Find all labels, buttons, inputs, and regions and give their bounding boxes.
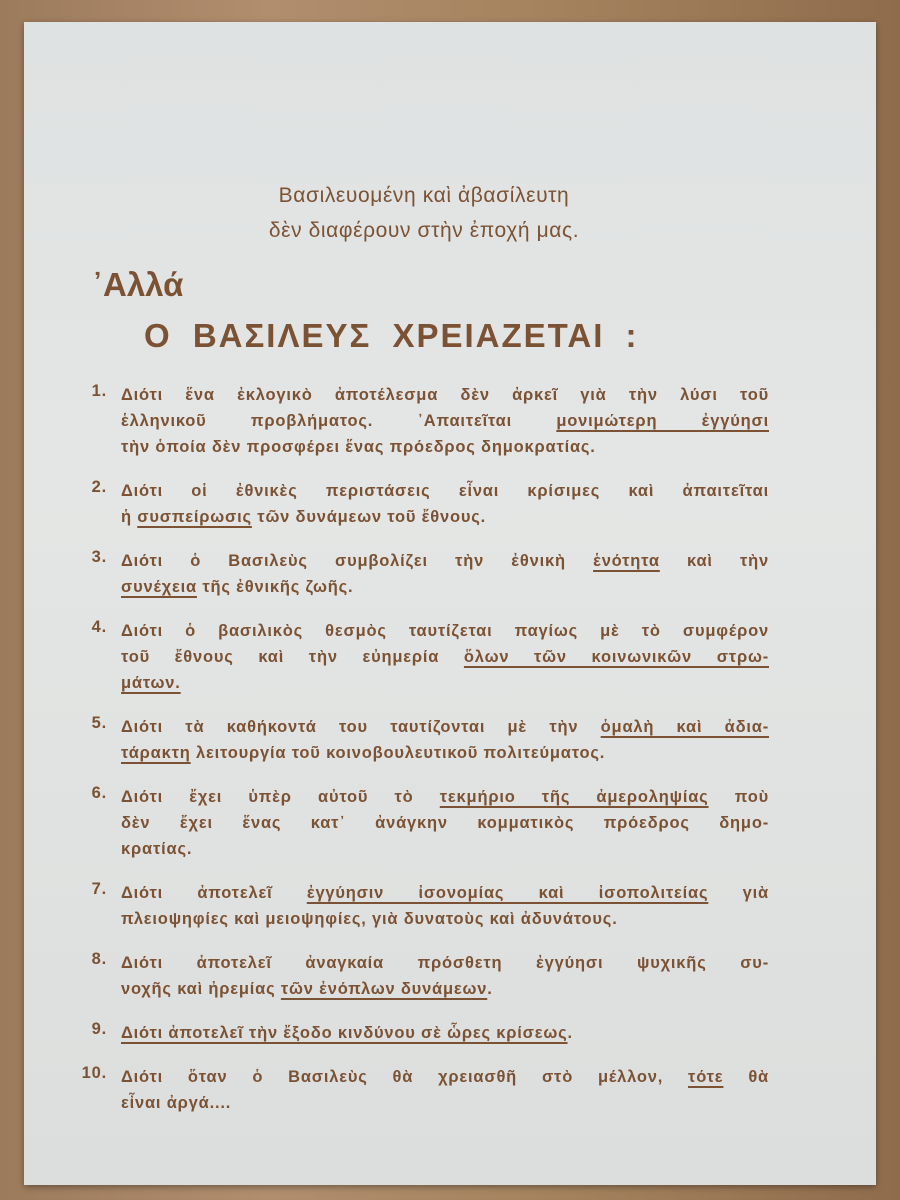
alla-heading: ᾿Αλλά: [92, 266, 184, 303]
underlined-text: τάρακτη: [121, 744, 191, 762]
item-line: [121, 548, 769, 574]
item-line: [121, 504, 769, 530]
item-line: τὴν ὁποία δὲν προσφέρει ἕνας πρόεδρος δημοκρατίας.: [121, 438, 596, 456]
item-text: ἑλληνικοῦ προβλήματος. ᾿Απαιτεῖται: [121, 412, 557, 430]
list-item: [79, 714, 769, 766]
item-text: Διότι ὁ Βασιλεὺς συμβολίζει τὴν ἐθνικὴ: [121, 552, 594, 570]
item-number: 5.: [91, 714, 107, 732]
underlined-text: τῶν ἐνόπλων δυνάμεων: [280, 980, 488, 998]
item-number: 4.: [91, 618, 107, 636]
item-line: [121, 1064, 769, 1090]
item-line: [121, 976, 769, 1002]
underlined-text: μονιμώτερη ἐγγύησι: [556, 412, 769, 430]
poster-sheet: [24, 22, 876, 1185]
item-text: ποὺ: [708, 788, 770, 806]
list-item: [79, 382, 769, 460]
item-line: [121, 784, 769, 810]
item-text: .: [567, 1024, 573, 1042]
item-number: 9.: [91, 1020, 107, 1038]
item-text: νοχῆς καὶ ἠρεμίας: [121, 980, 281, 998]
list-item: [79, 784, 769, 862]
list-item: [79, 1064, 769, 1116]
item-number: 10.: [81, 1064, 107, 1082]
underlined-text: τεκμήριο τῆς ἀμεροληψίας: [439, 788, 709, 806]
item-line: δὲν ἔχει ἕνας κατ᾿ ἀνάγκην κομματικὸς πρόεδρος δημο-: [121, 814, 769, 832]
list-item: [79, 950, 769, 1002]
underlined-text: συνέχεια: [121, 578, 197, 596]
item-text: λειτουργία τοῦ κοινοβουλευτικοῦ πολιτεύματος.: [190, 744, 606, 762]
item-text: Διότι ὅταν ὁ Βασιλεὺς θὰ χρειασθῆ στὸ μέλλον,: [121, 1068, 689, 1086]
list-item: [79, 1020, 769, 1046]
item-text: καὶ τὴν: [659, 552, 769, 570]
underlined-text: ἐγγύησιν ἰσονομίας καὶ ἰσοπολιτείας: [306, 884, 709, 902]
item-line: [121, 670, 769, 696]
item-text: Διότι τὰ καθήκοντά του ταυτίζονται μὲ τὴν: [121, 718, 601, 736]
item-line: πλειοψηφίες καὶ μειοψηφίες, γιὰ δυνατοὺς καὶ ἀδυνάτους.: [121, 910, 618, 928]
item-line: κρατίας.: [121, 840, 193, 858]
item-line: [121, 408, 769, 434]
item-line: Διότι οἱ ἐθνικὲς περιστάσεις εἶναι κρίσιμες καὶ ἀπαιτεῖται: [121, 482, 769, 500]
item-text: τῶν δυνάμεων τοῦ ἔθνους.: [251, 508, 487, 526]
item-line: [121, 740, 769, 766]
item-number: 7.: [91, 880, 107, 898]
main-title: Ο ΒΑΣΙΛΕΥΣ ΧΡΕΙΑΖΕΤΑΙ :: [144, 317, 639, 354]
list-item: [79, 618, 769, 696]
reasons-list: [79, 382, 769, 1134]
item-number: 6.: [91, 784, 107, 802]
item-line: Διότι ἀποτελεῖ ἀναγκαία πρόσθετη ἐγγύησι ψυχικῆς συ-: [121, 954, 769, 972]
underlined-text: Διότι ἀποτελεῖ τὴν ἔξοδο κινδύνου σὲ ὧρες κρίσεως: [121, 1024, 568, 1042]
item-number: 2.: [91, 478, 107, 496]
item-number: 8.: [91, 950, 107, 968]
item-text: τῆς ἐθνικῆς ζωῆς.: [196, 578, 354, 596]
item-text: .: [487, 980, 493, 998]
item-line: [121, 644, 769, 670]
item-line: [121, 880, 769, 906]
header-line-1: Βασιλευομένη καὶ ἀβασίλευτη: [278, 184, 570, 207]
header-line-2: δὲν διαφέρουν στὴν ἐποχή μας.: [268, 219, 580, 242]
underlined-text: τότε: [688, 1068, 724, 1086]
item-text: ἡ: [121, 508, 138, 526]
list-item: [79, 478, 769, 530]
item-text: γιὰ: [708, 884, 769, 902]
item-line: Διότι ὁ βασιλικὸς θεσμὸς ταυτίζεται παγίως μὲ τὸ συμφέρον: [121, 622, 769, 640]
list-item: [79, 548, 769, 600]
item-text: Διότι ἀποτελεῖ: [121, 884, 307, 902]
underlined-text: μάτων.: [121, 674, 181, 692]
item-line: εἶναι ἀργά....: [121, 1094, 232, 1112]
underlined-text: ἑνότητα: [593, 552, 660, 570]
item-line: [121, 574, 769, 600]
item-line: Διότι ἕνα ἐκλογικὸ ἀποτέλεσμα δὲν ἀρκεῖ γιὰ τὴν λύσι τοῦ: [121, 386, 769, 404]
underlined-text: ὅλων τῶν κοινωνικῶν στρω-: [463, 648, 769, 666]
underlined-text: ὁμαλὴ καὶ ἀδια-: [600, 718, 769, 736]
item-line: [121, 714, 769, 740]
item-number: 3.: [91, 548, 107, 566]
underlined-text: συσπείρωσις: [137, 508, 252, 526]
header: [24, 178, 824, 248]
list-item: [79, 880, 769, 932]
item-text: τοῦ ἔθνους καὶ τὴν εὐημερία: [121, 648, 464, 666]
item-text: θὰ: [723, 1068, 769, 1086]
item-text: Διότι ἔχει ὑπὲρ αὐτοῦ τὸ: [121, 788, 440, 806]
item-line: [121, 1020, 769, 1046]
item-number: 1.: [91, 382, 107, 400]
